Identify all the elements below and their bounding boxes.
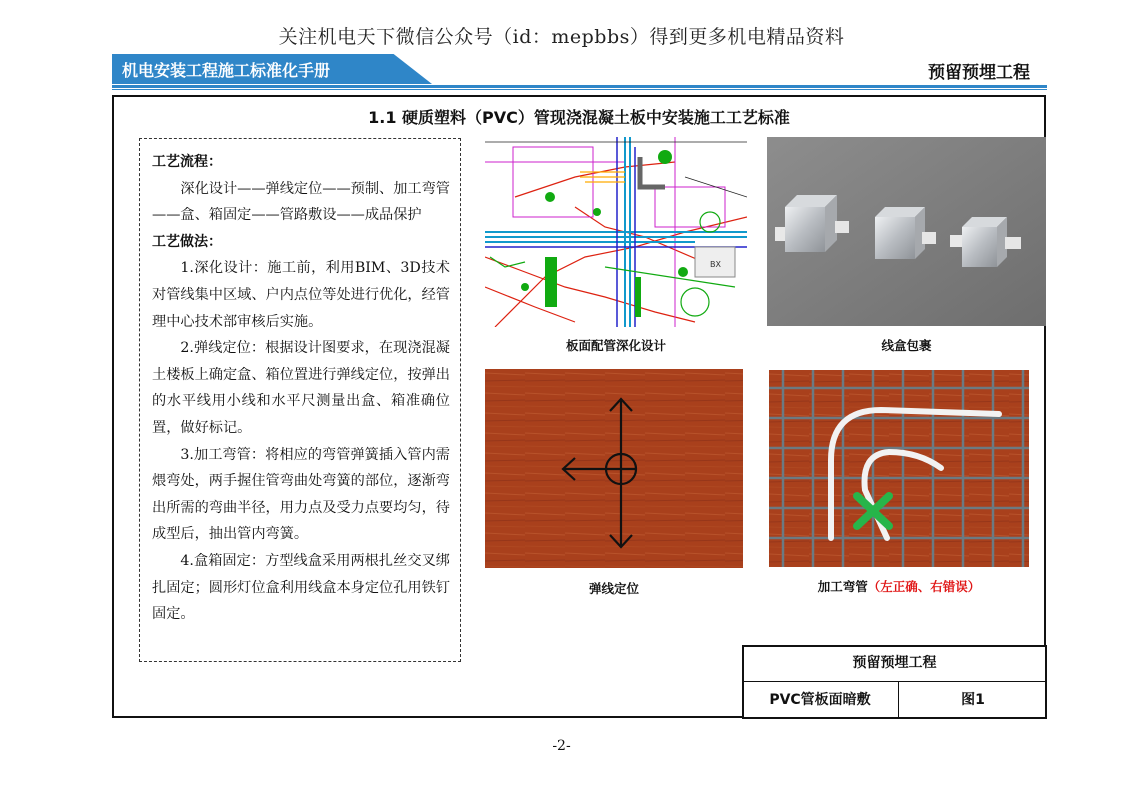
- title-block-item: PVC管板面暗敷: [742, 682, 899, 719]
- header-divider-thin: [112, 89, 1047, 90]
- page-number: -2-: [552, 738, 571, 754]
- cad-caption: 板面配管深化设计: [565, 338, 666, 353]
- pipe-bend-image: [769, 370, 1029, 567]
- step-2: 2.弹线定位：根据设计图要求，在现浇混凝土楼板上确定盒、箱位置进行弹线定位，按弹出的水平线用小线和水平尺测量出盒、箱准确位置，做好标记。: [152, 340, 450, 436]
- step-3: 3.加工弯管：将相应的弯管弹簧插入管内需煨弯处，两手握住管弯曲处弯簧的部位，逐渐弯出所需的弯曲半径，用力点及受力点要均匀，待成型后，抽出管内弯簧。: [152, 446, 450, 543]
- cad-label-bx: BX: [710, 260, 721, 269]
- method-heading: 工艺做法：: [152, 233, 222, 250]
- bend-caption-main: 加工弯管: [817, 579, 868, 594]
- top-banner-text: 关注机电天下微信公众号（id：mepbbs）得到更多机电精品资料: [278, 26, 845, 48]
- step-4: 4.盒箱固定：方型线盒采用两根扎丝交叉绑扎固定；圆形灯位盒利用线盒本身定位孔用铁钉固定。: [152, 552, 450, 623]
- title-block-figure-no: 图1: [961, 692, 985, 708]
- box-caption: 线盒包裹: [881, 338, 932, 353]
- step-1: 1.深化设计：施工前，利用BIM、3D技术对管线集中区域、户内点位等处进行优化，经管理中心技术部审核后实施。: [152, 260, 450, 330]
- chalk-line-image: [485, 369, 743, 568]
- bend-caption-note: （左正确、右错误）: [867, 579, 981, 594]
- flow-heading: 工艺流程：: [152, 154, 222, 170]
- bend-caption: [769, 577, 1029, 595]
- junction-box-photo: [767, 137, 1046, 326]
- flow-body: 深化设计——弹线定位——预制、加工弯管——盒、箱固定——管路敷设——成品保护: [152, 180, 450, 224]
- header-divider: [112, 85, 1047, 88]
- page-title: 1.1 硬质塑料（PVC）管现浇混凝土板中安装施工工艺标准: [368, 108, 790, 127]
- cad-drawing-image: [485, 137, 747, 327]
- process-text-box: [139, 138, 461, 662]
- manual-title: 机电安装工程施工标准化手册: [122, 61, 331, 80]
- title-block-category: 预留预埋工程: [742, 645, 1047, 682]
- section-title: 预留预埋工程: [928, 63, 1030, 83]
- chalk-caption: 弹线定位: [588, 581, 639, 596]
